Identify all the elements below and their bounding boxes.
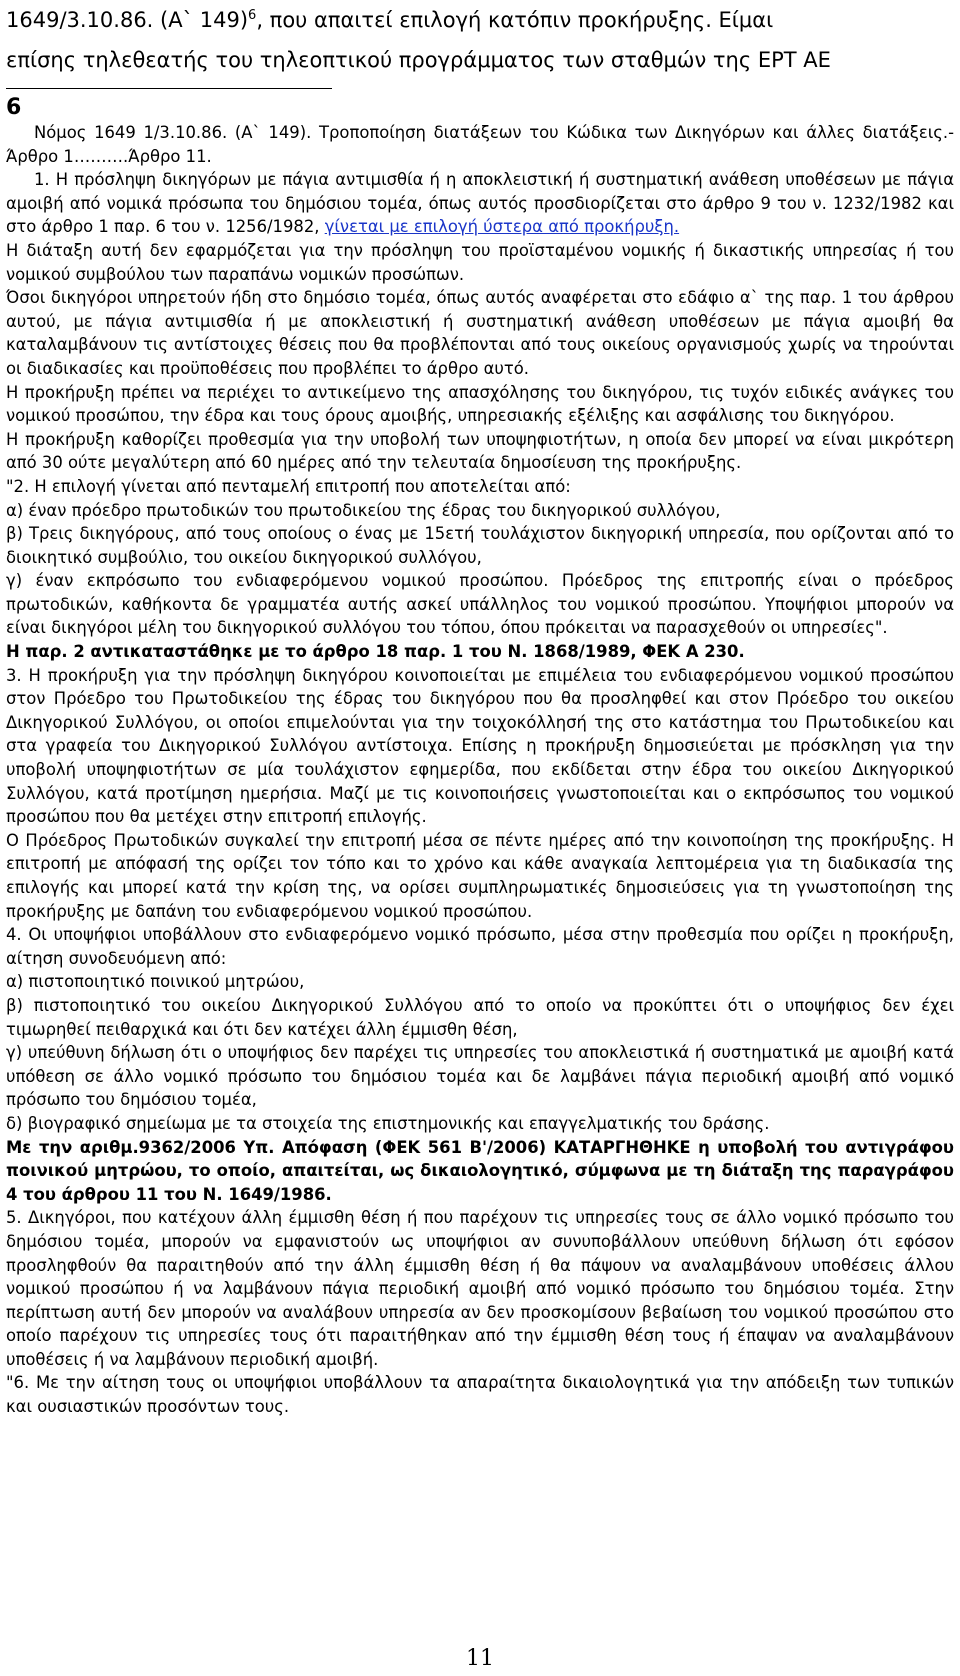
body-line-2: επίσης τηλεθεατής του τηλεοπτικού προγράμματος των σταθμών της ΕΡΤ ΑΕ	[6, 48, 831, 72]
footnote-paragraph: Η προκήρυξη καθορίζει προθεσμία για την υποβολή των υποψηφιοτήτων, η οποία δεν μπορεί να είναι μικρότερη από 30 ούτε μεγαλύτερη από 60 ημέρες από την τελευταία δημοσίευση της προκήρυξης.	[6, 429, 954, 473]
footnote-list-item: β) Τρεις δικηγόρους, από τους οποίους ο ένας με 15ετή τουλάχιστον δικηγορική υπηρεσία, που ορίζονται από το διοικητικό συμβούλιο, του οικείου δικηγορικού συλλόγου,	[6, 524, 954, 567]
footnote-reference[interactable]: 6	[248, 8, 257, 23]
document-page	[6, 0, 954, 1676]
footnote-link[interactable]: γίνεται με επιλογή ύστερα από προκήρυξη.	[324, 217, 680, 237]
footnote-list-item: β) πιστοποιητικό του οικείου Δικηγορικού Συλλόγου από το οποίο να προκύπτει ότι ο υποψήφιος δεν έχει τιμωρηθεί πειθαρχικά και ότι δεν κατέχει άλλη έμμισθη θέση,	[6, 995, 954, 1039]
footnote-paragraph	[6, 168, 954, 239]
body-line-1-tail: , που απαιτεί επιλογή κατόπιν προκήρυξης. Είμαι	[256, 8, 774, 32]
footnote-paragraph: 5. Δικηγόροι, που κατέχουν άλλη έμμισθη θέση ή που παρέχουν τις υπηρεσίες τους σε άλλο νομικό πρόσωπο του δημόσιου τομέα, μπορούν να εμφανιστούν ως υποψήφιοι αν συνυποβάλλουν υπεύθυνη δήλωση ότι εφόσον προσληφθούν θα παραιτηθούν από την άλλη έμμισθη θέση ή θα πάψουν να αναλαμβάνουν υποθέσεις άλλου νομικού προσώπου ή να λαμβάνουν πάγια περιοδική αμοιβή από νομικό πρόσωπο του δημόσιου τομέα. Στην περίπτωση αυτή δεν μπορούν να αναλάβουν υπηρεσία αν δεν προσκομίσουν βεβαίωση του νομικού προσώπου στο οποίο παρέχουν τις υπηρεσίες τους ότι παραιτήθηκαν από την έμμισθη θέση τους ή έπαψαν να αναλαμβάνουν υποθέσεις ή να λαμβάνουν περιοδική αμοιβή.	[6, 1208, 954, 1369]
footnote-paragraph: Όσοι δικηγόροι υπηρετούν ήδη στο δημόσιο τομέα, όπως αυτός αναφέρεται στο εδάφιο α` της παρ. 1 του άρθρου αυτού, με πάγια αντιμισθία ή με αποκλειστική ή συστηματική ανάθεση υποθέσεων με πάγια αμοιβή θα καταλαμβάνουν τις αντίστοιχες θέσεις που θα προβλέπονται από τους οικείους οργανισμούς χωρίς να τηρούνται οι διαδικασίες και προϋποθέσεις που προβλέπει το άρθρο αυτό.	[6, 288, 954, 378]
footnote-paragraph: 3. Η προκήρυξη για την πρόσληψη δικηγόρου κοινοποιείται με επιμέλεια του ενδιαφερόμενου νομικού προσώπου στον Πρόεδρο του Πρωτοδικείου της έδρας του δικηγόρου που θα προσληφθεί και στον Πρόεδρο του οικείου Δικηγορικού Συλλόγου, οι οποίοι επιμελούνται για την τοιχοκόλλησή της στο κατάστημα του Πρωτοδικείου και στα γραφεία του Δικηγορικού Συλλόγου αντίστοιχα. Επίσης η προκήρυξη δημοσιεύεται με πρόσκληση για την υποβολή υποψηφιοτήτων σε μία τουλάχιστον εφημερίδα, που εκδίδεται στην έδρα του οικείου Δικηγορικού Συλλόγου, κατά προτίμηση ημερήσια. Μαζί με τις κοινοποιήσεις γνωστοποιείται και ο εκπρόσωπος του νομικού προσώπου που θα μετέχει στην επιτροπή επιλογής.	[6, 665, 954, 827]
footnote-list-item: α) έναν πρόεδρο πρωτοδικών του πρωτοδικείου της έδρας του δικηγορικού συλλόγου,	[6, 500, 721, 520]
footnote-paragraph: "2. Η επιλογή γίνεται από πενταμελή επιτροπή που αποτελείται από:	[6, 476, 571, 496]
body-line-1: 1649/3.10.86. (Α` 149)	[6, 8, 249, 32]
footnote-paragraph: Ο Πρόεδρος Πρωτοδικών συγκαλεί την επιτροπή μέσα σε πέντε ημέρες από την κοινοποίηση της προκήρυξης. Η επιτροπή με απόφασή της ορίζει τον τόπο και το χρόνο και κάθε αναγκαία λεπτομέρεια για τη διαδικασία της επιλογής και μπορεί κατά την κρίση της, να ορίσει συμπληρωματικές δημοσιεύσεις για τη γνωστοποίηση της προκήρυξης με δαπάνη του ενδιαφερόμενου νομικού προσώπου.	[6, 830, 954, 921]
footnote-list-item: γ) υπεύθυνη δήλωση ότι ο υποψήφιος δεν παρέχει τις υπηρεσίες του αποκλειστικά ή συστηματικά με αμοιβή κατά υπόθεση σε άλλο νομικό πρόσωπο του δημόσιου τομέα και δε λαμβάνει πάγια περιοδική αμοιβή από νομικό πρόσωπο του δημόσιου τομέα,	[6, 1043, 954, 1110]
body-text	[6, 0, 954, 80]
footnote-separator	[6, 88, 332, 89]
footnote-paragraph-text: 1. Η πρόσληψη δικηγόρων με πάγια αντιμισθία ή η αποκλειστική ή συστηματική ανάθεση υποθέσεων με πάγια αμοιβή από νομικά πρόσωπα του δημόσιου τομέα, όπως αυτός προσδιορίζεται στο άρθρο 9 του ν. 1232/1982 και στο άρθρο 1 παρ. 6 του ν. 1256/1982,	[6, 170, 954, 237]
footnote-marker: 6	[6, 95, 22, 120]
footnote-body	[6, 121, 954, 1419]
footnote-amendment-note: Η παρ. 2 αντικαταστάθηκε με το άρθρο 18 παρ. 1 του Ν. 1868/1989, ΦΕΚ Α 230.	[6, 642, 745, 662]
footnote-list-item: α) πιστοποιητικό ποινικού μητρώου,	[6, 972, 305, 992]
footnote-heading: Νόμος 1649 1/3.10.86. (Α` 149). Τροποποίηση διατάξεων του Κώδικα των Δικηγόρων και άλλες διατάξεις.- Άρθρο 1……….Άρθρο 11.	[6, 123, 954, 166]
footnote-list-item: δ) βιογραφικό σημείωμα με τα στοιχεία της επιστημονικής και επαγγελματικής του δράσης.	[6, 1113, 770, 1133]
page-number: 11	[466, 1646, 494, 1671]
footnote-paragraph: Η διάταξη αυτή δεν εφαρμόζεται για την πρόσληψη του προϊσταμένου νομικής ή δικαστικής υπηρεσίας ή του νομικού συμβούλου των παραπάνω νομικών προσώπων.	[6, 240, 954, 284]
footnote-paragraph: 4. Οι υποψήφιοι υποβάλλουν στο ενδιαφερόμενο νομικό πρόσωπο, μέσα στην προθεσμία που ορίζει η προκήρυξη, αίτηση συνοδευόμενη από:	[6, 925, 954, 968]
footnote-list-item: γ) έναν εκπρόσωπο του ενδιαφερόμενου νομικού προσώπου. Πρόεδρος της επιτροπής είναι ο πρόεδρος πρωτοδικών, καθήκοντα δε γραμματέα αυτής ασκεί υπάλληλος του νομικού προσώπου. Υποψήφιοι μπορούν να είναι δικηγόροι μέλη του δικηγορικού συλλόγου του τόπου, όπου πρόκειται να παρασχεθούν οι υπηρεσίες".	[6, 571, 954, 638]
footnote-paragraph: Η προκήρυξη πρέπει να περιέχει το αντικείμενο της απασχόλησης του δικηγόρου, τις τυχόν ειδικές ανάγκες του νομικού προσώπου, την έδρα και τους όρους αμοιβής, υπηρεσιακής εξέλιξης και ασφάλισης του δικηγόρου.	[6, 382, 954, 426]
footnote-paragraph: "6. Με την αίτηση τους οι υποψήφιοι υποβάλλουν τα απαραίτητα δικαιολογητικά για την απόδειξη των τυπικών και ουσιαστικών προσόντων τους.	[6, 1373, 954, 1417]
footnote-amendment-note: Με την αριθμ.9362/2006 Υπ. Απόφαση (ΦΕΚ 561 Β'/2006) ΚΑΤΑΡΓΗΘΗΚΕ η υποβολή του αντιγράφου ποινικού μητρώου, το οποίο, απαιτείται, ως δικαιολογητικό, σύμφωνα με τη διάταξη της παραγράφου 4 του άρθρου 11 του Ν. 1649/1986.	[6, 1137, 954, 1204]
